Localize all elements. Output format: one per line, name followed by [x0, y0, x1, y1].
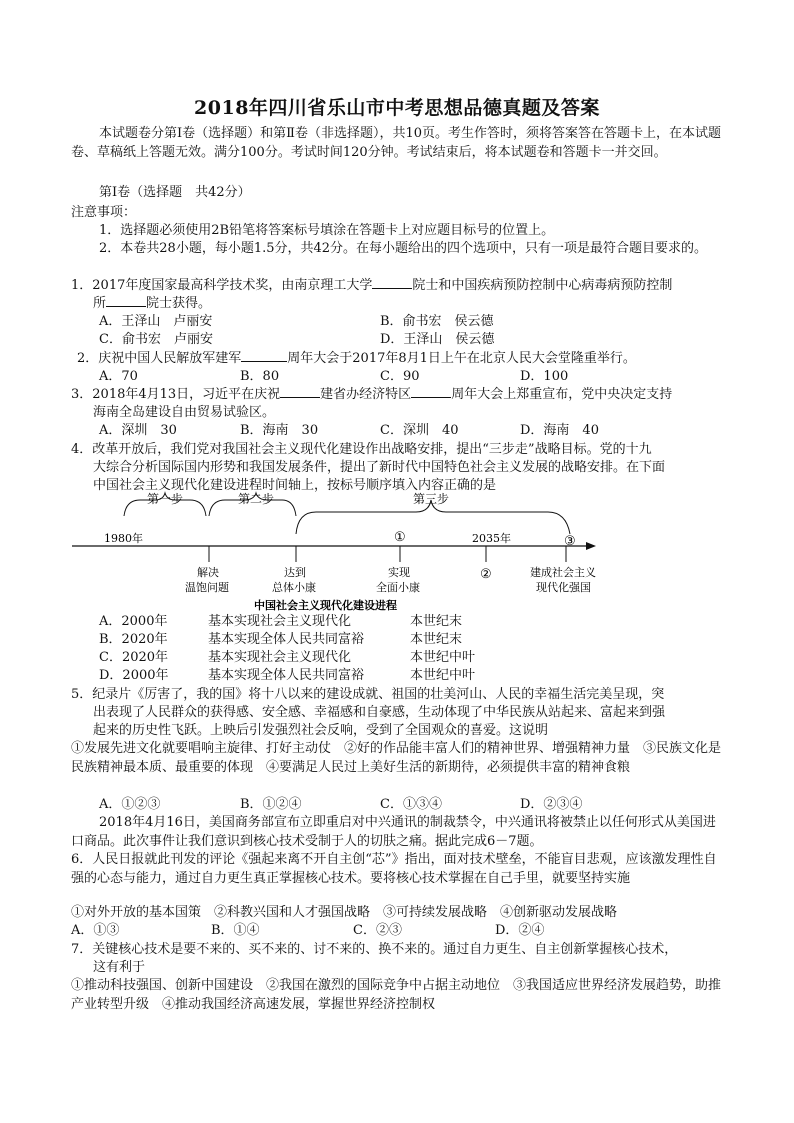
section-heading: 第Ⅰ卷（选择题 共42分） — [99, 185, 251, 200]
question-6-stem: 6．人民日报就此刊发的评论《强起来离不开自主创“芯”》指出，面对技术壁垒，不能盲目悲观，应该激发理性自强的心态与能力，通过自力更生真正掌握核心技术。要将核心技术掌握在自己手里，就要坚持实施 — [71, 852, 717, 886]
q4-option-b-fill2: 基本实现全体人民共同富裕 — [208, 632, 365, 647]
question-5-statements: ①发展先进文化就要唱响主旋律、打好主动仗 ②好的作品能丰富人们的精神世界、增强精神力量 ③民族文化是民族精神最本质、最重要的体现 ④要满足人民过上美好生活的新期待，必须提供丰富的精神食粮 — [71, 741, 722, 775]
q6-option-b: B．①④ — [211, 923, 260, 938]
notice-heading: 注意事项： — [71, 205, 137, 220]
q6-option-c: C．②③ — [353, 923, 402, 938]
material-paragraph: 2018年4月16日，美国商务部宣布立即重启对中兴通讯的制裁禁令，中兴通讯将被禁止以任何形式从美国进口商品。此次事件让我们意识到核心技术受制于人的切肤之痛。据此完成6－7题。 — [71, 815, 716, 849]
q4-option-b-fill3: 本世纪末 — [410, 632, 463, 647]
q4-option-a-year: A．2000年 — [99, 614, 168, 629]
q5-option-c: C．①③④ — [380, 797, 442, 812]
q5-option-d: D．②③④ — [520, 797, 583, 812]
blank-marker-3: ③ — [564, 534, 576, 549]
q4-option-b-year: B．2020年 — [99, 632, 168, 647]
question-3-stem-line1: 3．2018年4月13日，习近平在庆祝 建省办经济特区 周年大会上郑重宣布，党中央决定支持 — [71, 387, 673, 402]
step1-label: 第一步 — [147, 492, 184, 506]
question-5-stem-line2: 出表现了人民群众的获得感、安全感、幸福感和自豪感，生动体现了中华民族从站起来、富起来到强 — [93, 705, 666, 720]
milestone-5-line2: 现代化强国 — [536, 581, 591, 594]
q4-option-d-fill2: 基本实现全体人民共同富裕 — [208, 668, 365, 683]
q1-option-b: B．俞书宏 侯云德 — [380, 314, 494, 329]
q4-option-d-year: D．2000年 — [99, 668, 169, 683]
q2-option-b: B．80 — [240, 369, 280, 384]
question-3-stem-line2: 海南全岛建设自由贸易试验区。 — [93, 405, 276, 420]
q5-option-b: B．①②④ — [240, 797, 302, 812]
q4-option-c-fill3: 本世纪中叶 — [410, 650, 476, 665]
question-7-stem-line2: 这有利于 — [93, 960, 146, 975]
question-6-statements: ①对外开放的基本国策 ②科教兴国和人才强国战略 ③可持续发展战略 ④创新驱动发展战略 — [71, 905, 618, 920]
q4-option-c-fill2: 基本实现社会主义现代化 — [208, 650, 352, 665]
milestone-3-line1: 实现 — [388, 566, 410, 579]
question-4-stem-line1: 4．改革开放后，我们党对我国社会主义现代化建设作出战略安排，提出“三步走”战略目标。党的十九 — [71, 442, 652, 457]
year-2035: 2035年 — [472, 532, 511, 545]
q4-option-c-year: C．2020年 — [99, 650, 169, 665]
q4-option-a-fill2: 基本实现社会主义现代化 — [208, 614, 352, 629]
step2-label: 第二步 — [238, 492, 275, 506]
blank-marker-2: ② — [480, 567, 492, 582]
timeline-caption: 中国社会主义现代化建设进程 — [254, 599, 397, 612]
blank-marker-1: ① — [394, 530, 406, 545]
question-7-stem-line1: 7．关键核心技术是要不来的、买不来的、讨不来的、换不来的。通过自力更生、自主创新掌握核心技术， — [71, 942, 678, 957]
q6-option-d: D．②④ — [495, 923, 545, 938]
question-5-stem-line3: 起来的历史性飞跃。上映后引发强烈社会反响，受到了全国观众的喜爱。这说明 — [93, 723, 549, 738]
milestone-1-line1: 解决 — [197, 566, 219, 579]
notice-item-2: 2．本卷共28小题，每小题1.5分，共42分。在每小题给出的四个选项中，只有一项是最符合题目要求的。 — [99, 241, 708, 256]
q1-option-c: C．俞书宏 卢丽安 — [99, 332, 213, 347]
q1-option-d: D．王泽山 侯云德 — [380, 332, 495, 347]
year-1980: 1980年 — [104, 532, 143, 545]
milestone-3-line2: 全面小康 — [376, 581, 420, 594]
question-4-stem-line2: 大综合分析国际国内形势和我国发展条件，提出了新时代中国特色社会主义发展的战略安排。在下面 — [93, 460, 666, 475]
question-7-statements: ①推动科技强国、创新中国建设 ②我国在激烈的国际竞争中占据主动地位 ③我国适应世界经济发展趋势，助推产业转型升级 ④推动我国经济高速发展，掌握世界经济控制权 — [71, 978, 722, 1012]
milestone-2-line2: 总体小康 — [272, 581, 316, 594]
milestone-1-line2: 温饱问题 — [185, 581, 229, 594]
q4-option-d-fill3: 本世纪中叶 — [410, 668, 476, 683]
notice-item-1: 1．选择题必须使用2B铅笔将答案标号填涂在答题卡上对应题目标号的位置上。 — [99, 223, 555, 238]
q2-option-d: D．100 — [520, 369, 569, 384]
q4-option-a-fill3: 本世纪末 — [410, 614, 463, 629]
axis-arrowhead — [586, 542, 596, 550]
q3-option-d: D．海南 40 — [520, 423, 599, 438]
milestone-2-line1: 达到 — [284, 566, 306, 579]
q3-option-b: B．海南 30 — [240, 423, 319, 438]
step3-label: 第三步 — [413, 492, 450, 506]
q5-option-a: A．①②③ — [99, 797, 161, 812]
q2-option-a: A．70 — [99, 369, 138, 384]
question-4-stem-line3: 中国社会主义现代化建设进程时间轴上，按标号顺序填入内容正确的是 — [93, 478, 497, 493]
intro-paragraph: 本试题卷分第Ⅰ卷（选择题）和第Ⅱ卷（非选择题），共10页。考生作答时，须将答案答在答题卡上，在本试题卷、草稿纸上答题无效。满分100分。考试时间120分钟。考试结束后，将本试题卷和答题卡一并交回。 — [71, 126, 722, 160]
q6-option-a: A．①③ — [71, 923, 120, 938]
q2-option-c: C．90 — [380, 369, 420, 384]
q3-option-c: C．深圳 40 — [380, 423, 459, 438]
q3-option-a: A．深圳 30 — [99, 423, 177, 438]
question-5-stem-line1: 5．纪录片《厉害了，我的国》将十八以来的建设成就、祖国的壮美河山、人民的幸福生活完美呈现，突 — [71, 687, 665, 702]
page-title: 2018年四川省乐山市中考思想品德真题及答案 — [194, 97, 600, 119]
milestone-5-line1: 建成社会主义 — [530, 566, 596, 579]
q1-option-a: A．王泽山 卢丽安 — [99, 314, 213, 329]
question-2-stem: 2．庆祝中国人民解放军建军 周年大会于2017年8月1日上午在北京人民大会堂隆重举行。 — [77, 351, 636, 366]
question-1-stem-line1: 1．2017年度国家最高科学技术奖，由南京理工大学 院士和中国疾病预防控制中心病毒病预防控制 — [71, 278, 673, 293]
question-1-stem-line2: 所 院士获得。 — [93, 296, 212, 311]
